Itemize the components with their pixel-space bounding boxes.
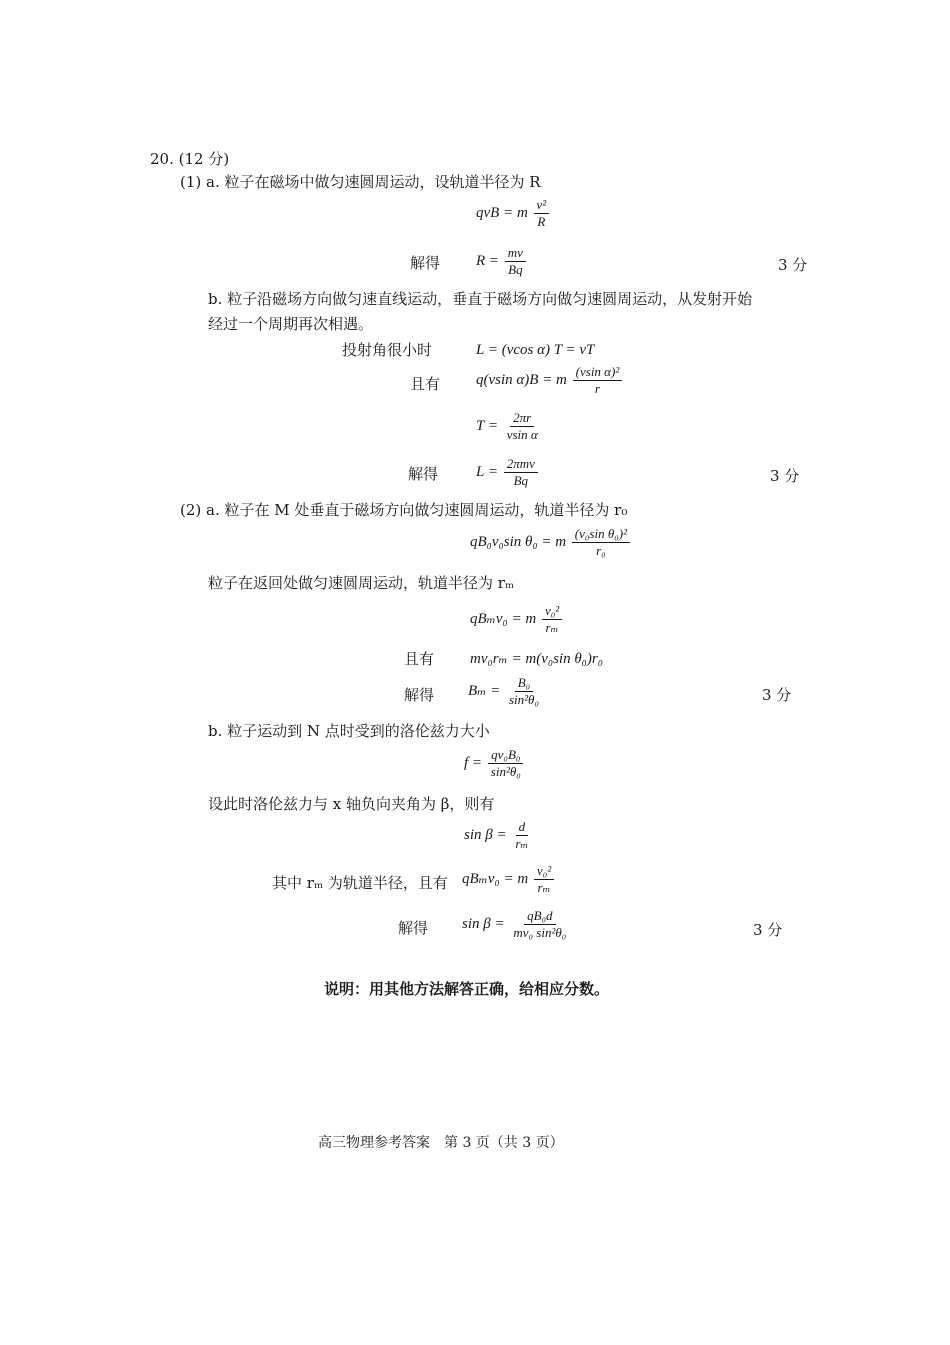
equation-11: f = $\frac{\text{qv₀B₀}}{\text{sin²θ₀}}$ xyxy=(464,748,526,780)
score-3: 3 分 xyxy=(762,686,792,704)
solve-label-2: 解得 xyxy=(408,465,439,483)
equation-12: sin β = $\frac{d}{\text{rₘ}}$ xyxy=(464,819,529,852)
part-2a-statement: (2) a. 粒子在 M 处垂直于磁场方向做匀速圆周运动，轨道半径为 r₀ xyxy=(180,501,628,519)
equation-8: qBₘv₀ = m $\frac{\text{v₀²}}{\text{rₘ}}$ xyxy=(470,604,564,636)
equation-14: sin β = $\frac{\text{qB₀d}}{\text{mv₀ sin²θ₀}}$ xyxy=(462,908,567,941)
small-angle-label: 投射角很小时 xyxy=(342,341,433,359)
part-1b-statement-line1: b. 粒子沿磁场方向做匀速直线运动，垂直于磁场方向做匀速圆周运动，从发射开始 xyxy=(208,290,753,308)
equation-10: Bₘ = $\frac{\text{B₀}}{\text{sin²θ₀}}$ xyxy=(468,675,539,708)
equation-1: qvB = m $\frac{\text{v²}}{R}$ xyxy=(476,198,551,230)
part-2b-statement: b. 粒子运动到 N 点时受到的洛伦兹力大小 xyxy=(208,722,490,740)
score-4: 3 分 xyxy=(753,921,783,939)
solve-label-4: 解得 xyxy=(398,919,429,937)
and-label-2: 且有 xyxy=(404,650,435,668)
grading-note: 说明：用其他方法解答正确，给相应分数。 xyxy=(324,980,610,998)
return-statement: 粒子在返回处做匀速圆周运动，轨道半径为 rₘ xyxy=(208,574,515,592)
solve-label-3: 解得 xyxy=(404,686,435,704)
and-label-1: 且有 xyxy=(410,375,441,393)
angle-statement: 设此时洛伦兹力与 x 轴负向夹角为 β，则有 xyxy=(208,795,495,813)
equation-3: L = (vcos α) T = vT xyxy=(476,342,595,358)
score-2: 3 分 xyxy=(770,467,800,485)
among-statement: 其中 rₘ 为轨道半径，且有 xyxy=(272,874,448,892)
part-1a-statement: (1) a. 粒子在磁场中做匀速圆周运动，设轨道半径为 R xyxy=(180,173,541,191)
solve-label-1: 解得 xyxy=(410,254,441,272)
equation-2: R = $\frac{mv}{Bq}$ xyxy=(476,246,528,278)
question-header: 20. (12 分) xyxy=(150,150,230,168)
equation-7: qB₀v₀sin θ₀ = m $\frac{\text{(v₀sin θ₀)²}}{\text{r₀}}$ xyxy=(470,527,632,559)
equation-9: mv₀rₘ = m(v₀sin θ₀)r₀ xyxy=(470,651,603,667)
equation-5: T = $\frac{2\pi r}{\text{vsin α}}$ xyxy=(476,410,538,443)
equation-13: qBₘv₀ = m $\frac{\text{v₀²}}{\text{rₘ}}$ xyxy=(462,864,556,896)
score-1: 3 分 xyxy=(778,256,808,274)
part-1b-statement-line2: 经过一个周期再次相遇。 xyxy=(208,315,374,333)
equation-6: L = $\frac{\text{2πmv}}{Bq}$ xyxy=(476,457,540,489)
equation-4: q(vsin α)B = m $\frac{\text{(vsin α)²}}{r}$ xyxy=(476,365,624,397)
page-footer: 高三物理参考答案 第 3 页（共 3 页） xyxy=(318,1135,564,1151)
